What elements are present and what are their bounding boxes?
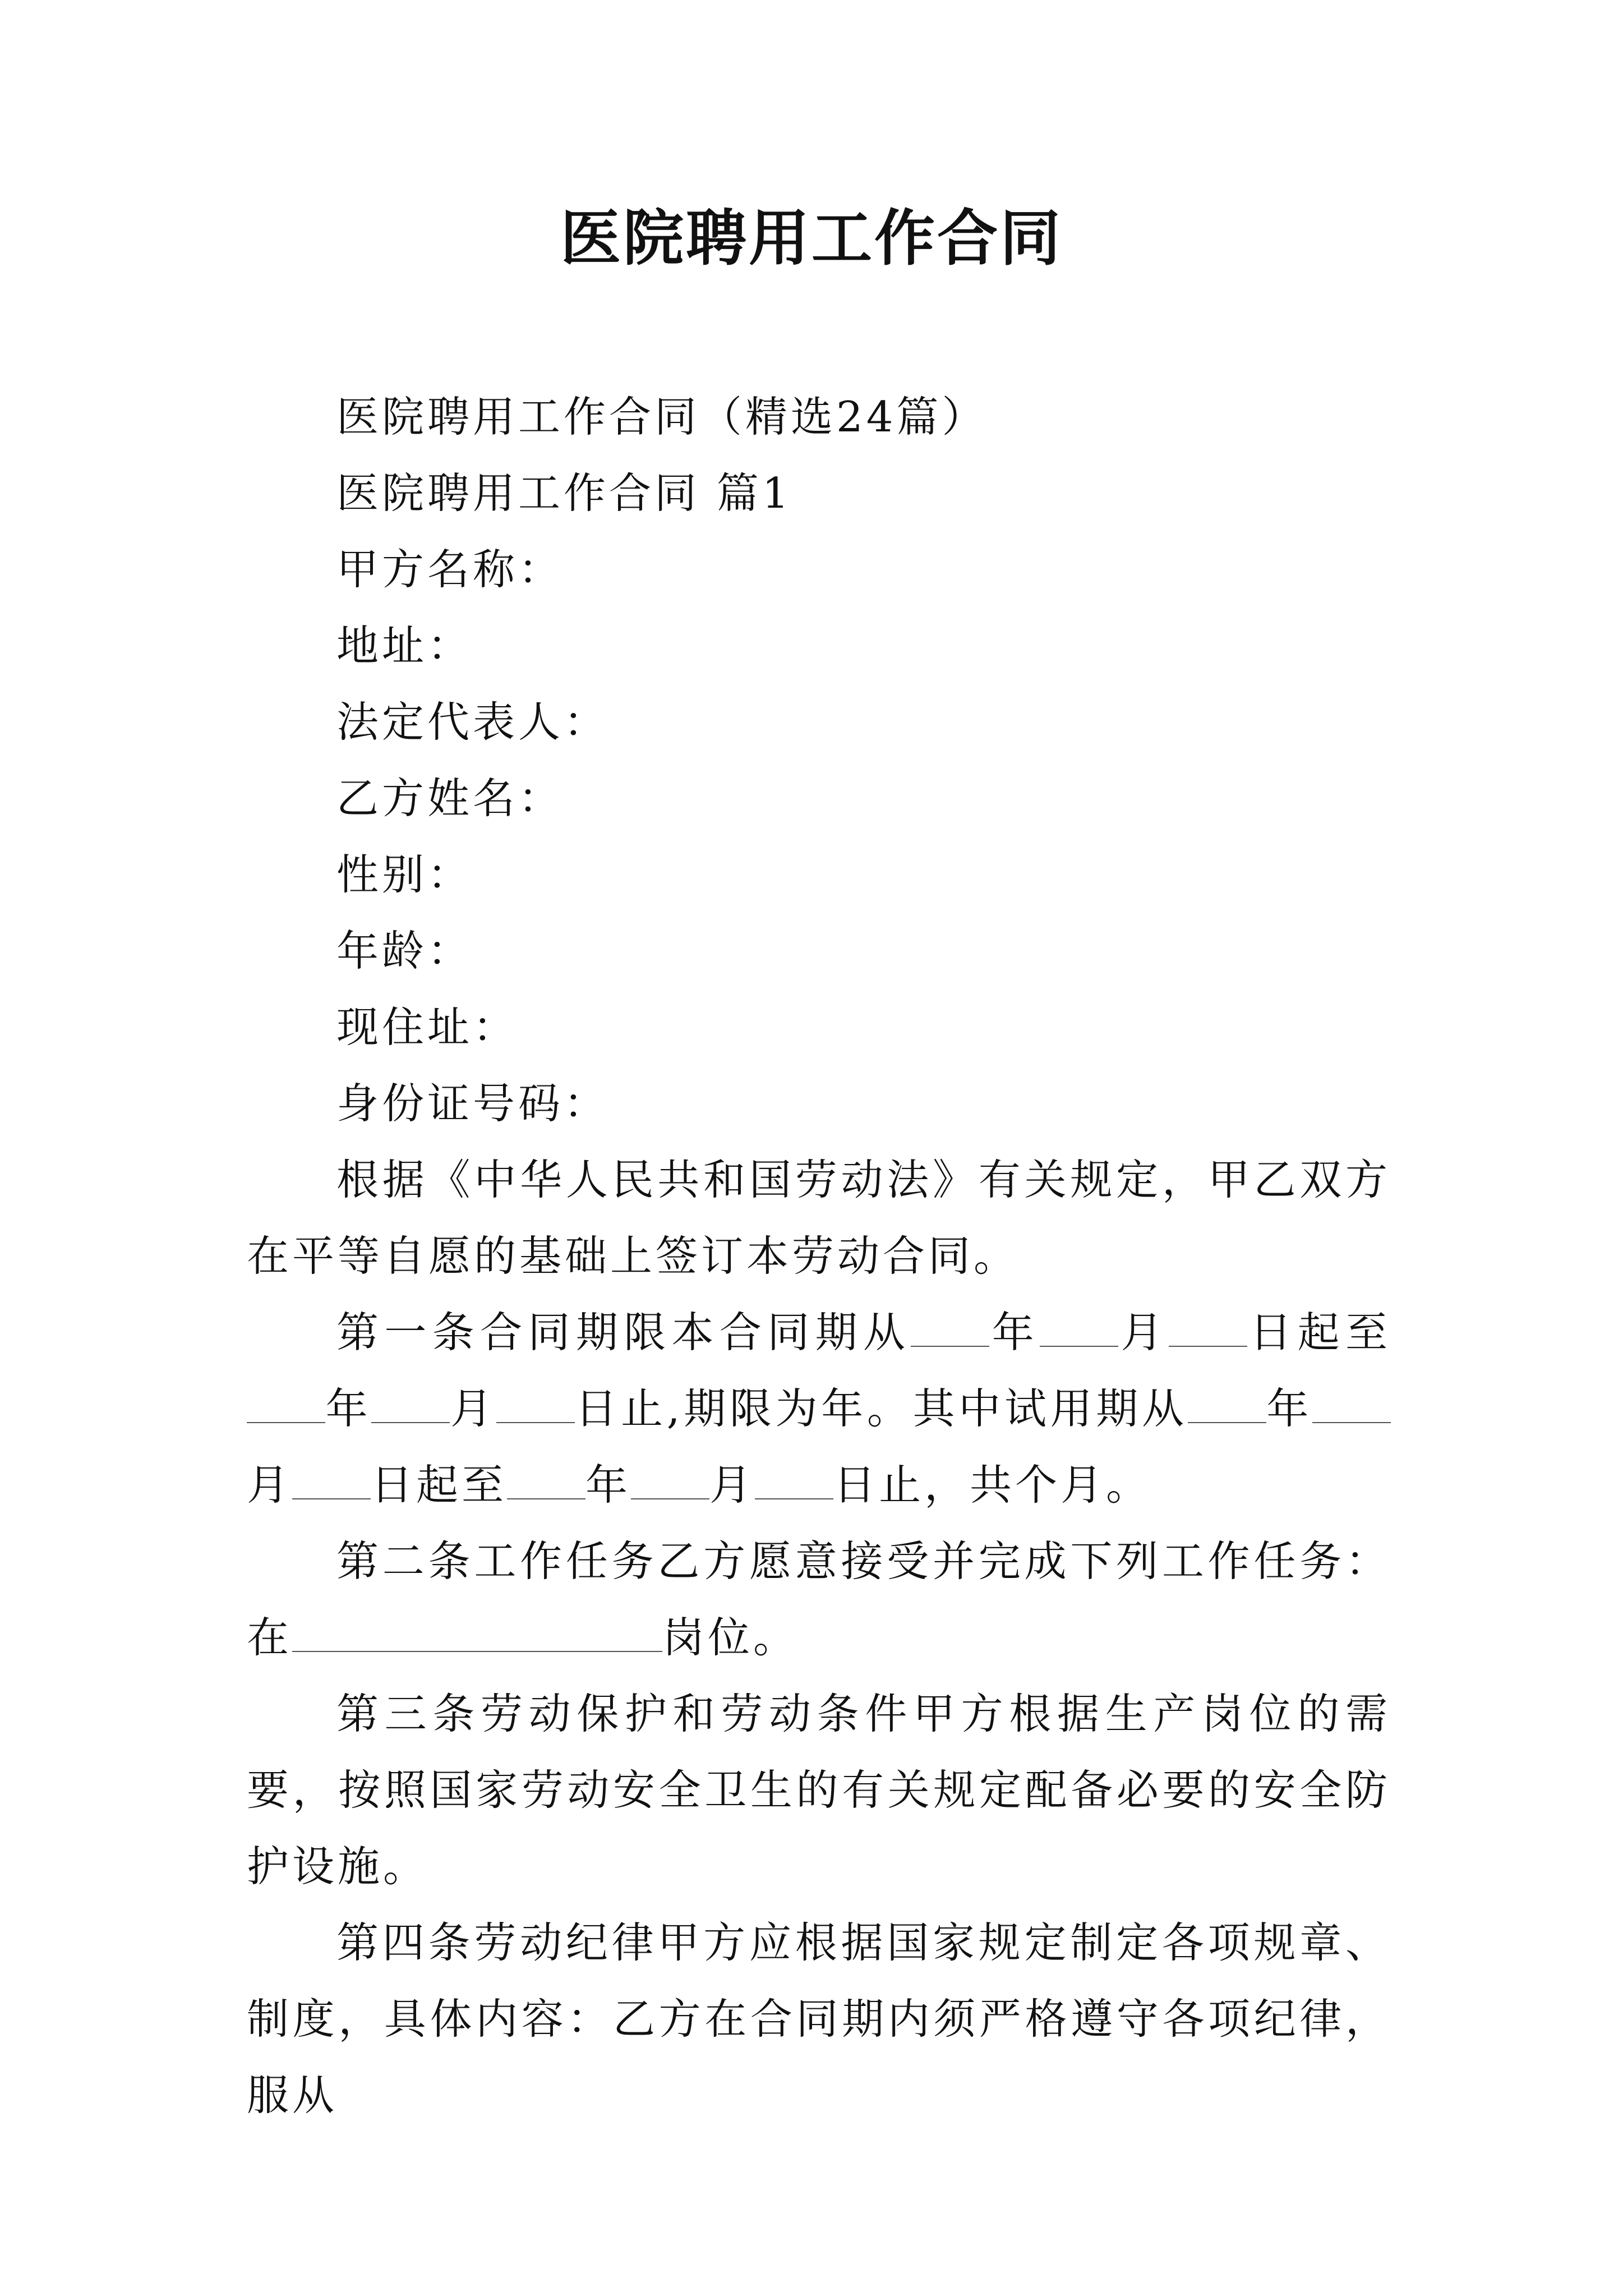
article-1-paragraph (247, 1294, 1391, 1523)
field-id-number: 身份证号码： (336, 1079, 610, 1128)
label-month: 月 (709, 1460, 755, 1510)
blank-year (507, 1461, 585, 1499)
blank-day (755, 1461, 833, 1499)
label-year: 年 (325, 1384, 372, 1433)
label-year: 年 (989, 1308, 1040, 1357)
subtitle: 医院聘用工作合同（精选24篇） (336, 392, 988, 441)
label-day-from-2: 日起至 (371, 1460, 508, 1510)
label-month: 月 (450, 1384, 496, 1433)
blank-year (247, 1385, 325, 1423)
blank-year (911, 1309, 989, 1347)
blank-month (371, 1385, 450, 1423)
article-2-text: 第二条工作任务乙方愿意接受并完成下列工作任务：在 (247, 1536, 1391, 1662)
article-2-paragraph (247, 1523, 1391, 1676)
field-gender: 性别： (336, 850, 473, 899)
blank-position (292, 1614, 662, 1652)
label-month: 月 (247, 1460, 293, 1510)
blank-month (631, 1461, 709, 1499)
field-legal-rep: 法定代表人： (336, 697, 610, 747)
intro-paragraph: 根据《中华人民共和国劳动法》有关规定，甲乙双方在平等自愿的基础上签订本劳动合同。 (247, 1155, 1391, 1281)
field-party-b-name: 乙方姓名： (336, 774, 564, 823)
blank-year (1188, 1385, 1266, 1423)
label-day-from: 日起至 (1247, 1308, 1391, 1357)
article-3-paragraph: 第三条劳动保护和劳动条件甲方根据生产岗位的需要，按照国家劳动安全卫生的有关规定配备必要的安全防护设施。 (247, 1689, 1391, 1891)
blank-day (292, 1461, 371, 1499)
article-4-paragraph: 第四条劳动纪律甲方应根据国家规定制定各项规章、制度，具体内容：乙方在合同期内须严格遵守各项纪律，服从 (247, 1918, 1391, 2120)
field-age: 年龄： (336, 926, 473, 976)
label-year: 年 (585, 1460, 631, 1510)
blank-month (1040, 1309, 1118, 1347)
blank-day (1169, 1309, 1247, 1347)
label-day-end: 日止，共个月。 (833, 1460, 1152, 1510)
section-heading: 医院聘用工作合同 篇1 (336, 468, 792, 518)
article-2-suffix: 岗位。 (662, 1613, 799, 1662)
label-year: 年 (1266, 1384, 1312, 1433)
field-party-a-name: 甲方名称： (336, 545, 564, 594)
blank-month (1312, 1385, 1391, 1423)
label-day-to-period: 日止,期限为年。其中试用期从 (574, 1384, 1188, 1433)
field-current-address: 现住址： (336, 1002, 519, 1052)
article-1-text: 第一条合同期限本合同期从 (336, 1308, 911, 1357)
field-address: 地址： (336, 621, 473, 670)
document-title: 医院聘用工作合同 (560, 203, 1063, 274)
label-month: 月 (1118, 1308, 1169, 1357)
document-body (247, 379, 1391, 2133)
blank-day (496, 1385, 575, 1423)
